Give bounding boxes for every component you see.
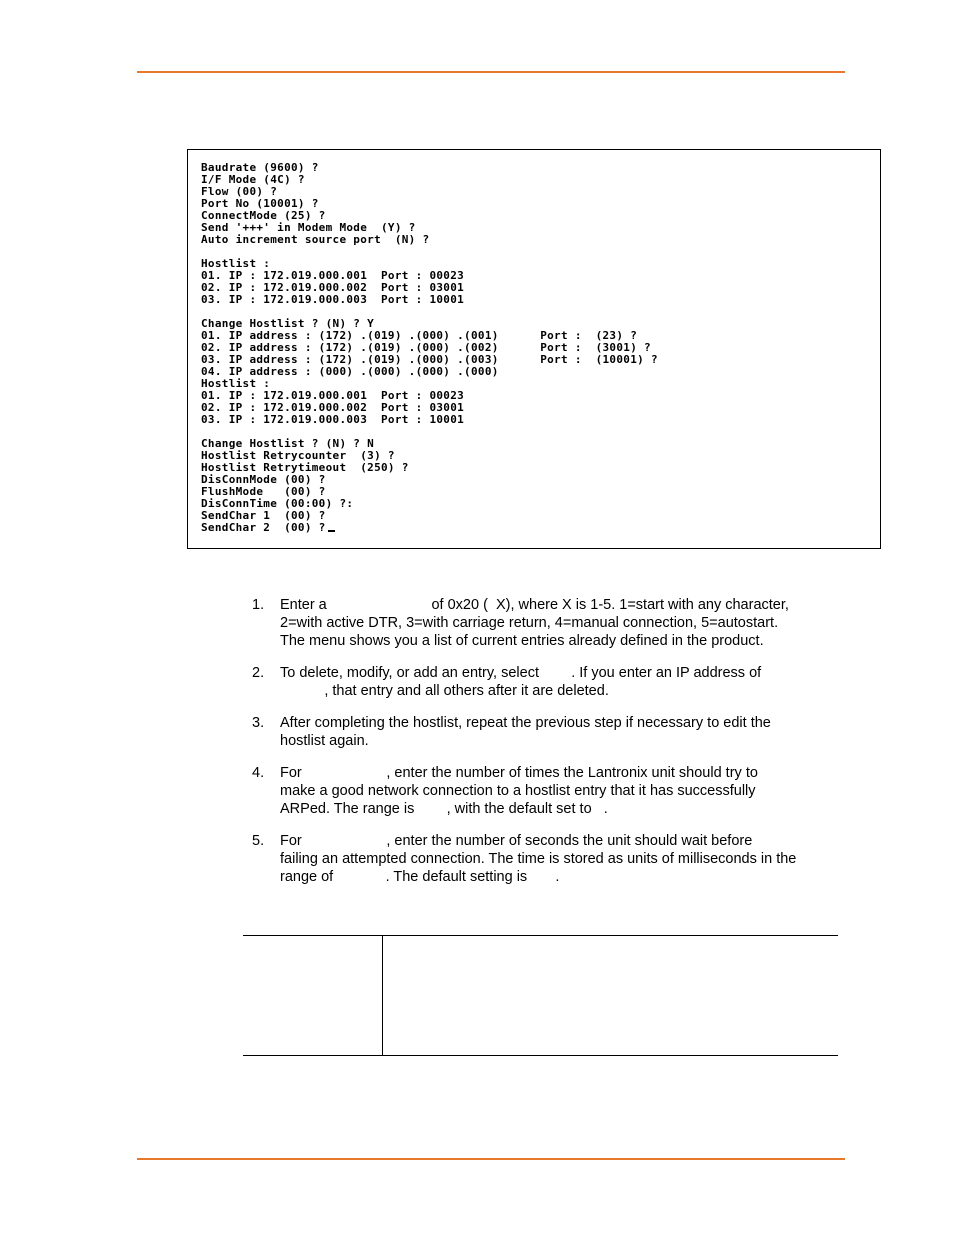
terminal-line-text: Change Hostlist ? (N) ? Y — [201, 317, 375, 330]
step-text-line: To delete, modify, or add an entry, select . If you enter an IP address of — [280, 665, 762, 681]
terminal-line-text: DisConnMode (00) ? — [201, 473, 326, 486]
terminal-line-text: FlushMode (00) ? — [201, 485, 326, 498]
terminal-line-text: Change Hostlist ? (N) ? N — [201, 437, 375, 450]
step-item — [252, 714, 852, 750]
terminal-line-text: SendChar 1 (00) ? — [201, 509, 326, 522]
terminal-line-text: 01. IP : 172.019.000.001 Port : 00023 — [201, 269, 465, 282]
step-text-line: failing an attempted connection. The time is stored as units of milliseconds in the — [280, 851, 797, 867]
terminal-line-text: Flow (00) ? — [201, 185, 278, 198]
terminal-line-text: 01. IP : 172.019.000.001 Port : 00023 — [201, 389, 465, 402]
step-text-line: After completing the hostlist, repeat the previous step if necessary to edit the — [280, 715, 771, 731]
step-number: 3. — [252, 715, 265, 731]
terminal-line-text: Baudrate (9600) ? — [201, 161, 319, 174]
terminal-line-text: Hostlist : — [201, 257, 271, 270]
terminal-screenshot — [187, 149, 881, 549]
step-number: 2. — [252, 665, 265, 681]
terminal-line-text: 01. IP address : (172) .(019) .(000) .(001) Port : (23) ? — [201, 329, 638, 342]
step-text-line: hostlist again. — [280, 733, 369, 749]
step-text-line: For , enter the number of seconds the unit should wait before — [280, 833, 753, 849]
step-text-line: The menu shows you a list of current entries already defined in the product. — [280, 633, 764, 649]
terminal-line — [201, 414, 658, 426]
terminal-line-text: 03. IP : 172.019.000.003 Port : 10001 — [201, 413, 465, 426]
terminal-line — [201, 522, 658, 534]
terminal-line-text: 02. IP : 172.019.000.002 Port : 03001 — [201, 401, 465, 414]
terminal-line-text: SendChar 2 (00) ? — [201, 521, 326, 534]
header-rule — [137, 71, 845, 73]
step-text-line: make a good network connection to a hostlist entry that it has successfully — [280, 783, 756, 799]
terminal-line-text: ConnectMode (25) ? — [201, 209, 326, 222]
step-text-line: For , enter the number of times the Lantronix unit should try to — [280, 765, 758, 781]
terminal-line-text: Port No (10001) ? — [201, 197, 319, 210]
step-item — [252, 664, 852, 700]
step-item — [252, 764, 852, 818]
terminal-line-text: Send '+++' in Modem Mode (Y) ? — [201, 221, 416, 234]
step-text-line: Enter a of 0x20 ( X), where X is 1-5. 1=start with any character, — [280, 597, 789, 613]
terminal-line-text: 03. IP address : (172) .(019) .(000) .(003) Port : (10001) ? — [201, 353, 658, 366]
step-text-line: 2=with active DTR, 3=with carriage return, 4=manual connection, 5=autostart. — [280, 615, 779, 631]
terminal-line-text: DisConnTime (00:00) ?: — [201, 497, 354, 510]
step-item — [252, 832, 852, 886]
terminal-output — [201, 162, 658, 534]
terminal-line — [201, 234, 658, 246]
terminal-line-text: 02. IP address : (172) .(019) .(000) .(002) Port : (3001) ? — [201, 341, 651, 354]
terminal-line-text: 04. IP address : (000) .(000) .(000) .(000) — [201, 365, 499, 378]
cursor-icon — [328, 530, 335, 532]
table-column-divider — [382, 935, 383, 1056]
terminal-line-text: Hostlist Retrytimeout (250) ? — [201, 461, 409, 474]
step-text-line: ARPed. The range is , with the default set to . — [280, 801, 608, 817]
step-text-line: , that entry and all others after it are deleted. — [280, 683, 609, 699]
step-item — [252, 596, 852, 650]
terminal-line — [201, 294, 658, 306]
step-number: 5. — [252, 833, 265, 849]
terminal-line-text: I/F Mode (4C) ? — [201, 173, 305, 186]
table-bottom-border — [243, 1055, 838, 1056]
terminal-line-text: Hostlist : — [201, 377, 271, 390]
footer-rule — [137, 1158, 845, 1160]
terminal-line-text: 02. IP : 172.019.000.002 Port : 03001 — [201, 281, 465, 294]
step-text-line: range of . The default setting is . — [280, 869, 560, 885]
terminal-line-text: 03. IP : 172.019.000.003 Port : 10001 — [201, 293, 465, 306]
step-number: 4. — [252, 765, 265, 781]
step-number: 1. — [252, 597, 265, 613]
terminal-line-text: Auto increment source port (N) ? — [201, 233, 430, 246]
instruction-steps — [252, 596, 852, 900]
table-top-border — [243, 935, 838, 936]
terminal-line-text: Hostlist Retrycounter (3) ? — [201, 449, 395, 462]
